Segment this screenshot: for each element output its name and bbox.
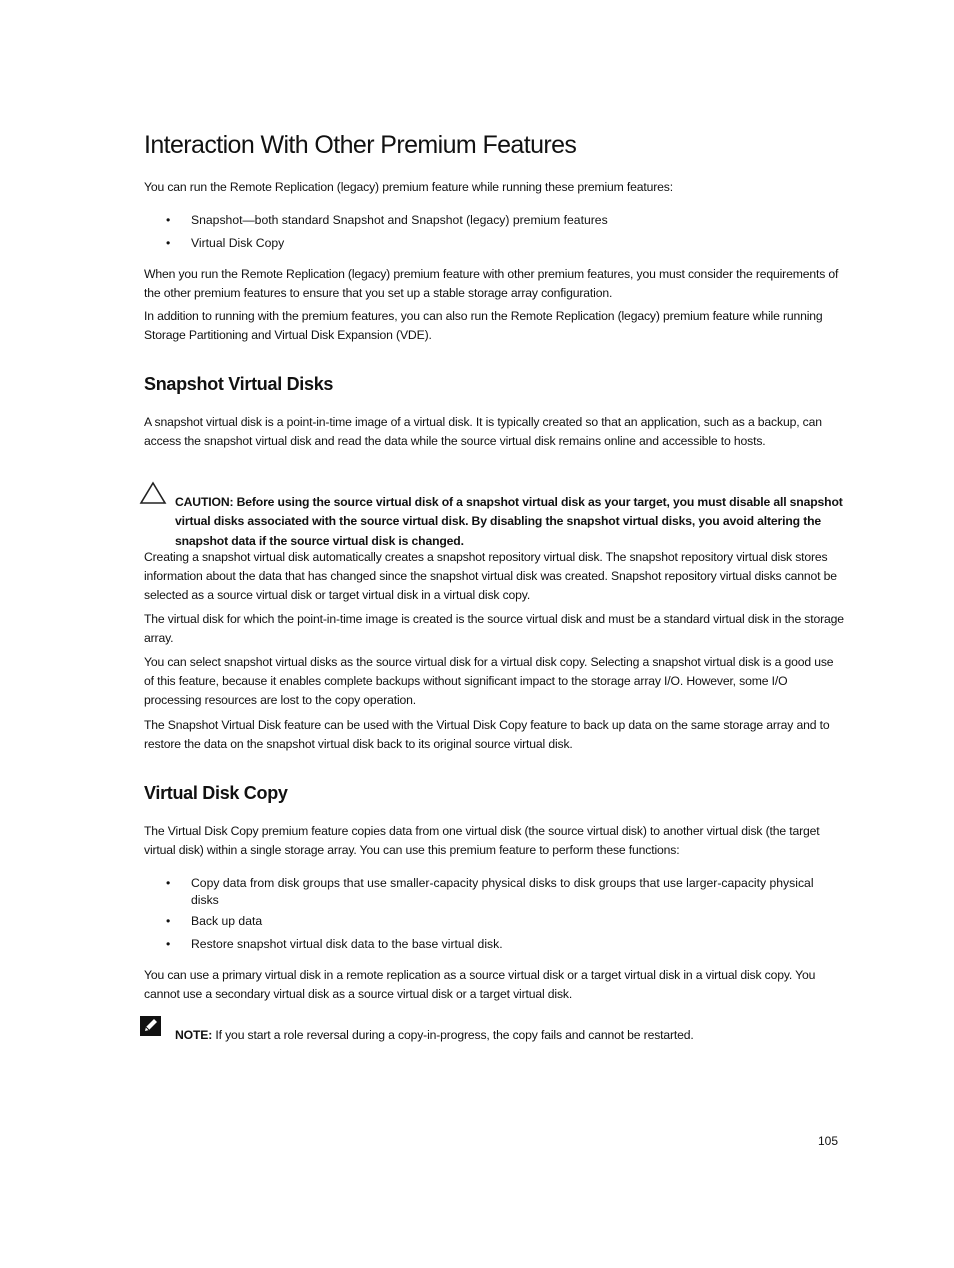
list-item: [166, 936, 846, 953]
bullet-icon: •: [166, 876, 171, 890]
paragraph: The Snapshot Virtual Disk feature can be used with the Virtual Disk Copy feature to back up data on the same storage array and to restore the data on the snapshot virtual disk back to its original source virtual disk.: [144, 718, 830, 752]
bullet-icon: •: [166, 236, 171, 250]
paragraph: Creating a snapshot virtual disk automatically creates a snapshot repository virtual disk. The snapshot repository virtual disk stores information about the data that has changed since the snapshot virtual disk was created. Snapshot repository virtual disks cannot be selected as a source virtual disk or target virtual disk in a virtual disk copy.: [144, 550, 837, 603]
list-item-text: Back up data: [191, 914, 263, 928]
paragraph: The virtual disk for which the point-in-time image is created is the source virtual disk and must be a standard virtual disk in the storage array.: [144, 612, 844, 646]
list-item: [166, 913, 846, 930]
paragraph: You can select snapshot virtual disks as the source virtual disk for a virtual disk copy. Selecting a snapshot virtual disk is a good use of this feature, because it enables complete backups without significant impact to the storage array I/O. However, some I/O processing resources are lost to the copy operation.: [144, 655, 834, 708]
note-body: If you start a role reversal during a copy-in-progress, the copy fails and cannot be restarted.: [212, 1028, 694, 1043]
section-heading-snapshot: Snapshot Virtual Disks: [144, 374, 334, 394]
section-heading-virtual-disk-copy: Virtual Disk Copy: [144, 783, 288, 803]
list-item: [166, 212, 846, 229]
list-item: [166, 235, 846, 252]
bullet-icon: •: [166, 914, 171, 928]
page-number: 105: [818, 1134, 839, 1148]
bullet-icon: •: [166, 213, 171, 227]
paragraph: A snapshot virtual disk is a point-in-time image of a virtual disk. It is typically created so that an application, such as a backup, can access the snapshot virtual disk and read the data while the source virtual disk remains online and accessible to hosts.: [144, 415, 822, 449]
paragraph: When you run the Remote Replication (legacy) premium feature with other premium features, you must consider the requirements of the other premium features to ensure that you set up a stable storage array configuration.: [144, 267, 839, 301]
list-item-text: Restore snapshot virtual disk data to the base virtual disk.: [191, 937, 503, 951]
paragraph: In addition to running with the premium features, you can also run the Remote Replication (legacy) premium feature while running Storage Partitioning and Virtual Disk Expansion (VDE).: [144, 309, 823, 343]
paragraph: The Virtual Disk Copy premium feature copies data from one virtual disk (the source virtual disk) to another virtual disk (the target virtual disk) within a single storage array. You can use this premium feature to perform these functions:: [144, 824, 820, 858]
page-title: Interaction With Other Premium Features: [144, 131, 577, 159]
caution-text: CAUTION: Before using the source virtual disk of a snapshot virtual disk as your target, you must disable all snapshot virtual disks associated with the source virtual disk. By disabling the snapshot virtual disks, you avoid altering the snapshot data if the source virtual disk is changed.: [175, 495, 843, 548]
bullet-icon: •: [166, 937, 171, 951]
list-item-text: Copy data from disk groups that use smaller-capacity physical disks to disk groups that use larger-capacity physical disks: [191, 876, 814, 907]
paragraph: You can use a primary virtual disk in a remote replication as a source virtual disk or a target virtual disk in a virtual disk copy. You cannot use a secondary virtual disk as a source virtual disk or a target virtual disk.: [144, 968, 816, 1002]
note-label: NOTE:: [175, 1028, 213, 1043]
list-item: [166, 875, 826, 908]
note-pencil-icon: [140, 1016, 161, 1041]
list-item-text: Snapshot—both standard Snapshot and Snapshot (legacy) premium features: [191, 213, 608, 227]
note-text: [175, 1026, 845, 1045]
warning-triangle-icon: [139, 481, 167, 510]
list-item-text: Virtual Disk Copy: [191, 236, 285, 250]
intro-paragraph: You can run the Remote Replication (legacy) premium feature while running these premium features:: [144, 180, 673, 194]
